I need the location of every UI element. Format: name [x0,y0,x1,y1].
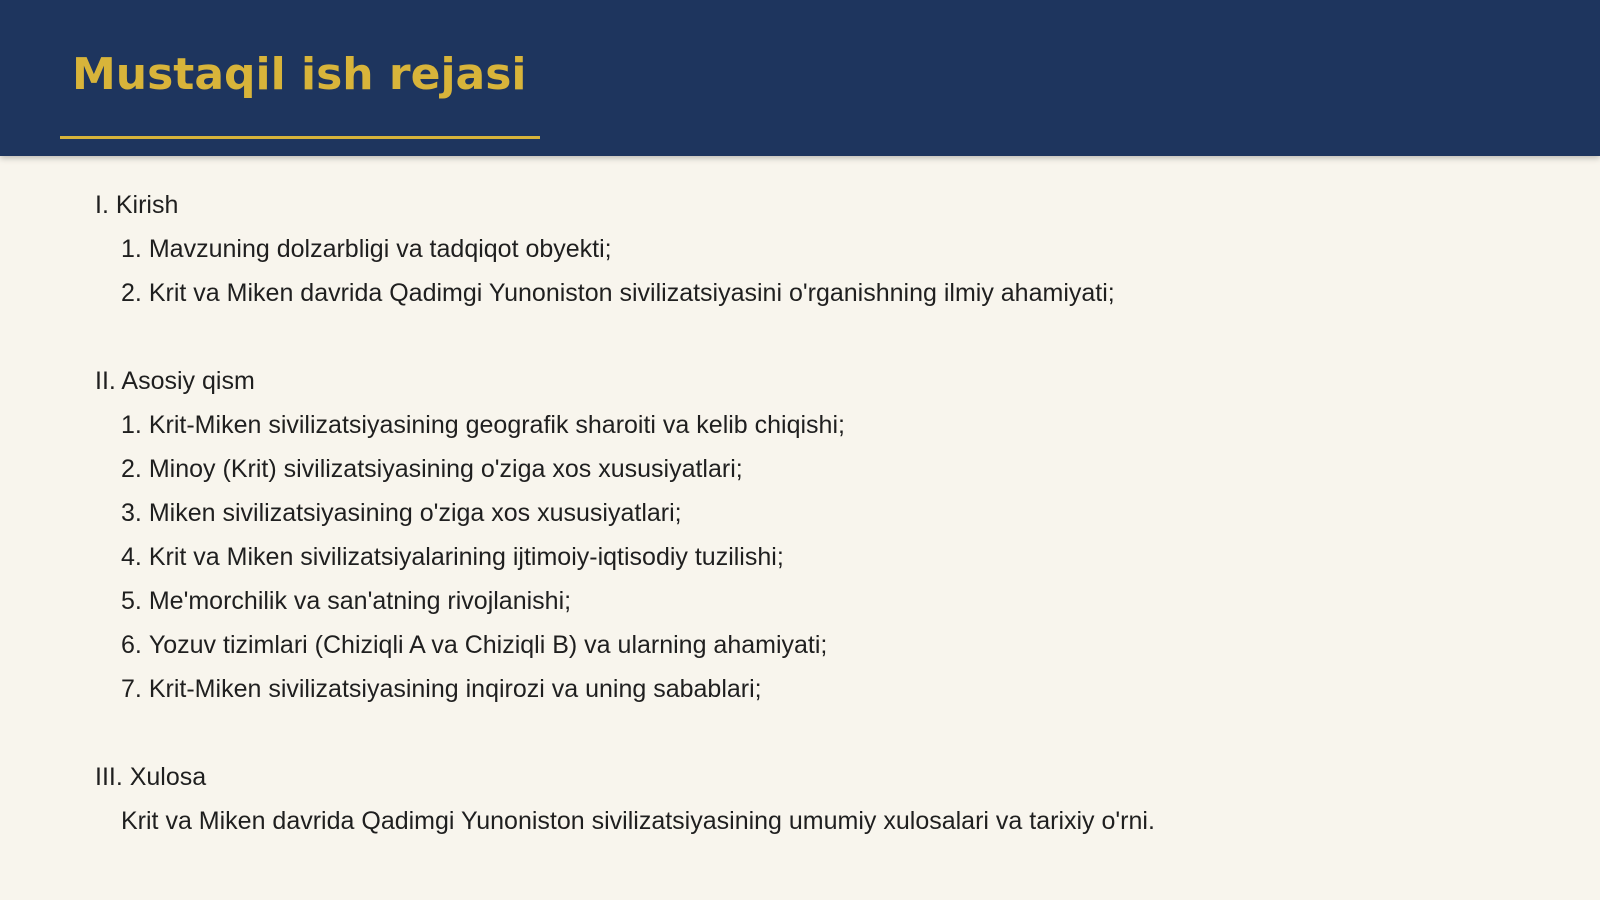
item-number: 3. [121,499,142,527]
item-text: Me'morchilik va san'atning rivojlanishi; [148,587,572,615]
item-text: Krit va Miken sivilizatsiyalarining ijtimoiy-iqtisodiy tuzilishi; [148,543,784,571]
item-text: Krit-Miken sivilizatsiyasining inqirozi va uning sabablari; [148,675,762,703]
item-text: Yozuv tizimlari (Chiziqli A va Chiziqli B) va ularning ahamiyati; [148,631,828,659]
item-number: 7. [121,675,142,703]
item-number: 1. [121,235,142,263]
section-introduction [95,183,1515,315]
list-item [95,491,1515,535]
item-number: 1. [121,411,142,439]
list-item [95,579,1515,623]
section-item-list [95,227,1515,315]
section-heading: III. Xulosa [95,763,207,791]
list-item [95,271,1515,315]
item-text: Minoy (Krit) sivilizatsiyasining o'ziga xos xususiyatlari; [148,455,743,483]
list-item [95,227,1515,271]
list-item [95,447,1515,491]
slide-header [0,0,1600,156]
section-conclusion [95,755,1515,843]
list-item [95,667,1515,711]
item-text: Mavzuning dolzarbligi va tadqiqot obyekti; [148,235,612,263]
section-heading: I. Kirish [95,191,179,219]
slide-title: Mustaqil ish rejasi [72,49,527,100]
list-item [95,623,1515,667]
title-underline [60,136,540,139]
item-number: 2. [121,455,142,483]
section-item-list [95,403,1515,711]
conclusion-summary: Krit va Miken davrida Qadimgi Yunoniston sivilizatsiyasining umumiy xulosalari va tarixiy o'rni. [121,807,1155,835]
item-text: Krit-Miken sivilizatsiyasining geografik sharoiti va kelib chiqishi; [148,411,845,439]
item-number: 2. [121,279,142,307]
item-number: 5. [121,587,142,615]
list-item [95,535,1515,579]
item-text: Krit va Miken davrida Qadimgi Yunoniston sivilizatsiyasini o'rganishning ilmiy ahamiyati; [148,279,1115,307]
section-heading: II. Asosiy qism [95,367,255,395]
list-item [95,403,1515,447]
section-main-part [95,359,1515,711]
item-number: 4. [121,543,142,571]
item-text: Miken sivilizatsiyasining o'ziga xos xususiyatlari; [148,499,682,527]
plan-content [95,183,1515,887]
item-number: 6. [121,631,142,659]
